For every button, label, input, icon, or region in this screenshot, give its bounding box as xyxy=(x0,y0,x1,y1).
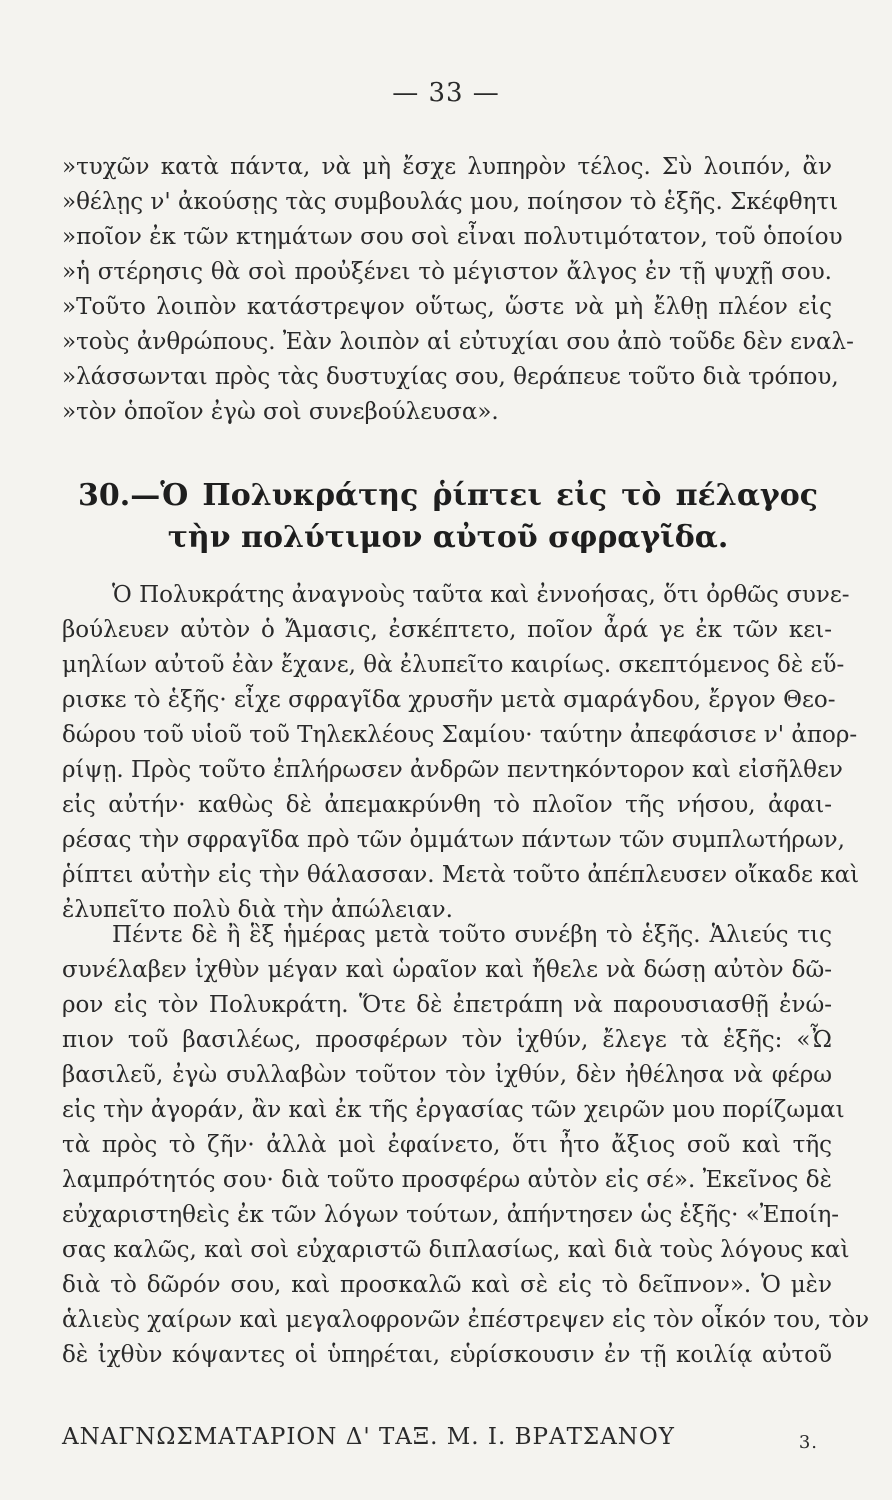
text-line: ῥίπτει αὐτὴν εἰς τὴν θάλασσαν. Μετὰ τοῦτο ἀπέπλευσεν οἴκαδε καὶ xyxy=(62,862,860,888)
text-line: πιον τοῦ βασιλέως, προσφέρων τὸν ἰχθύν, ἔλεγε τὰ ἑξῆς: «Ὦ xyxy=(62,1027,832,1053)
section-heading-line: 30.—Ὁ Πολυκράτης ῥίπτει εἰς τὸ πέλαγος xyxy=(78,478,818,513)
section-heading-line: τὴν πολύτιμον αὐτοῦ σφραγῖδα. xyxy=(167,520,729,555)
text-line: συνέλαβεν ἰχθὺν μέγαν καὶ ὡραῖον καὶ ἤθελε νὰ δώσῃ αὐτὸν δῶ- xyxy=(62,957,832,983)
text-line: δώρου τοῦ υἱοῦ τοῦ Τηλεκλέους Σαμίου· ταύτην ἀπεφάσισε ν' ἀπορ- xyxy=(62,722,858,748)
text-line: σας καλῶς, καὶ σοὶ εὐχαριστῶ διπλασίως, καὶ διὰ τοὺς λόγους καὶ xyxy=(62,1237,850,1263)
text-line: ρον εἰς τὸν Πολυκράτη. Ὅτε δὲ ἐπετράπη νὰ παρουσιασθῇ ἐνώ- xyxy=(62,992,832,1018)
section-heading xyxy=(78,475,818,559)
text-line: Πέντε δὲ ἢ ἓξ ἡμέρας μετὰ τοῦτο συνέβη τὸ ἑξῆς. Ἁλιεύς τις xyxy=(112,922,832,948)
text-line: »ἡ στέρησις θὰ σοὶ προὐξένει τὸ μέγιστον ἄλγος ἐν τῇ ψυχῇ σου. xyxy=(62,259,832,285)
text-line: »Τοῦτο λοιπὸν κατάστρεψον οὕτως, ὥστε νὰ μὴ ἔλθῃ πλέον εἰς xyxy=(62,294,832,320)
text-line: »ποῖον ἐκ τῶν κτημάτων σου σοὶ εἶναι πολυτιμότατον, τοῦ ὁποίου xyxy=(62,224,843,250)
text-line: εἰς αὐτήν· καθὼς δὲ ἀπεμακρύνθη τὸ πλοῖον τῆς νήσου, ἀφαι- xyxy=(62,792,832,818)
text-line: βούλευεν αὐτὸν ὁ Ἄμασις, ἐσκέπτετο, ποῖον ἆρά γε ἐκ τῶν κει- xyxy=(62,617,832,643)
signature-mark: 3. xyxy=(798,1432,818,1453)
text-line: εὐχαριστηθεὶς ἐκ τῶν λόγων τούτων, ἀπήντησεν ὡς ἑξῆς· «Ἐποίη- xyxy=(62,1202,840,1228)
text-line: »θέλῃς ν' ἀκούσῃς τὰς συμβουλάς μου, ποίησον τὸ ἑξῆς. Σκέφθητι xyxy=(62,189,839,215)
text-line: ρέσας τὴν σφραγῖδα πρὸ τῶν ὀμμάτων πάντων τῶν συμπλωτήρων, xyxy=(62,827,845,853)
text-line: Ὁ Πολυκράτης ἀναγνοὺς ταῦτα καὶ ἐννοήσας, ὅτι ὀρθῶς συνε- xyxy=(112,582,850,608)
text-line: »τοὺς ἀνθρώπους. Ἐὰν λοιπὸν αἱ εὐτυχίαι σου ἀπὸ τοῦδε δὲν εναλ- xyxy=(62,329,854,355)
text-line: ἁλιεὺς χαίρων καὶ μεγαλοφρονῶν ἐπέστρεψεν εἰς τὸν οἶκόν του, τὸν xyxy=(62,1307,870,1333)
paragraph xyxy=(62,578,860,928)
text-line: ρισκε τὸ ἑξῆς· εἶχε σφραγῖδα χρυσῆν μετὰ σμαράγδου, ἔργον Θεο- xyxy=(62,687,836,713)
text-line: εἰς τὴν ἀγοράν, ἂν καὶ ἐκ τῆς ἐργασίας τῶν χειρῶν μου πορίζωμαι xyxy=(62,1097,845,1123)
text-line: μηλίων αὐτοῦ ἐὰν ἔχανε, θὰ ἐλυπεῖτο καιρίως. σκεπτόμενος δὲ εὕ- xyxy=(62,652,845,678)
text-line: δὲ ἰχθὺν κόψαντες οἱ ὑπηρέται, εὑρίσκουσιν ἐν τῇ κοιλίᾳ αὐτοῦ xyxy=(62,1342,832,1368)
text-line: »τυχῶν κατὰ πάντα, νὰ μὴ ἔσχε λυπηρὸν τέλος. Σὺ λοιπόν, ἂν xyxy=(62,154,832,180)
text-line: λαμπρότητός σου· διὰ τοῦτο προσφέρω αὐτὸν εἰς σέ». Ἐκεῖνος δὲ xyxy=(62,1167,832,1193)
page-footer xyxy=(62,1422,832,1452)
text-line: ρίψῃ. Πρὸς τοῦτο ἐπλήρωσεν ἀνδρῶν πεντηκόντορον καὶ εἰσῆλθεν xyxy=(62,757,843,783)
text-line: »τὸν ὁποῖον ἐγὼ σοὶ συνεβούλευσα». xyxy=(62,399,499,425)
footer-title: ΑΝΑΓΝΩΣΜΑΤΑΡΙΟΝ Δ' ΤΑΞ. Μ. Ι. ΒΡΑΤΣΑΝΟΥ xyxy=(62,1424,675,1450)
text-line: »λάσσωνται πρὸς τὰς δυστυχίας σου, θεράπευε τοῦτο διὰ τρόπου, xyxy=(62,364,839,390)
page-number: — 33 — xyxy=(392,78,500,108)
text-line: βασιλεῦ, ἐγὼ συλλαβὼν τοῦτον τὸν ἰχθύν, δὲν ἠθέλησα νὰ φέρω xyxy=(62,1062,832,1088)
paragraph xyxy=(62,918,870,1373)
quote-continuation xyxy=(62,150,854,430)
text-line: τὰ πρὸς τὸ ζῆν· ἀλλὰ μοὶ ἐφαίνετο, ὅτι ἦτο ἄξιος σοῦ καὶ τῆς xyxy=(62,1132,832,1158)
text-line: ἐλυπεῖτο πολὺ διὰ τὴν ἀπώλειαν. xyxy=(62,897,453,923)
text-line: διὰ τὸ δῶρόν σου, καὶ προσκαλῶ καὶ σὲ εἰς τὸ δεῖπνον». Ὁ μὲν xyxy=(62,1272,832,1298)
